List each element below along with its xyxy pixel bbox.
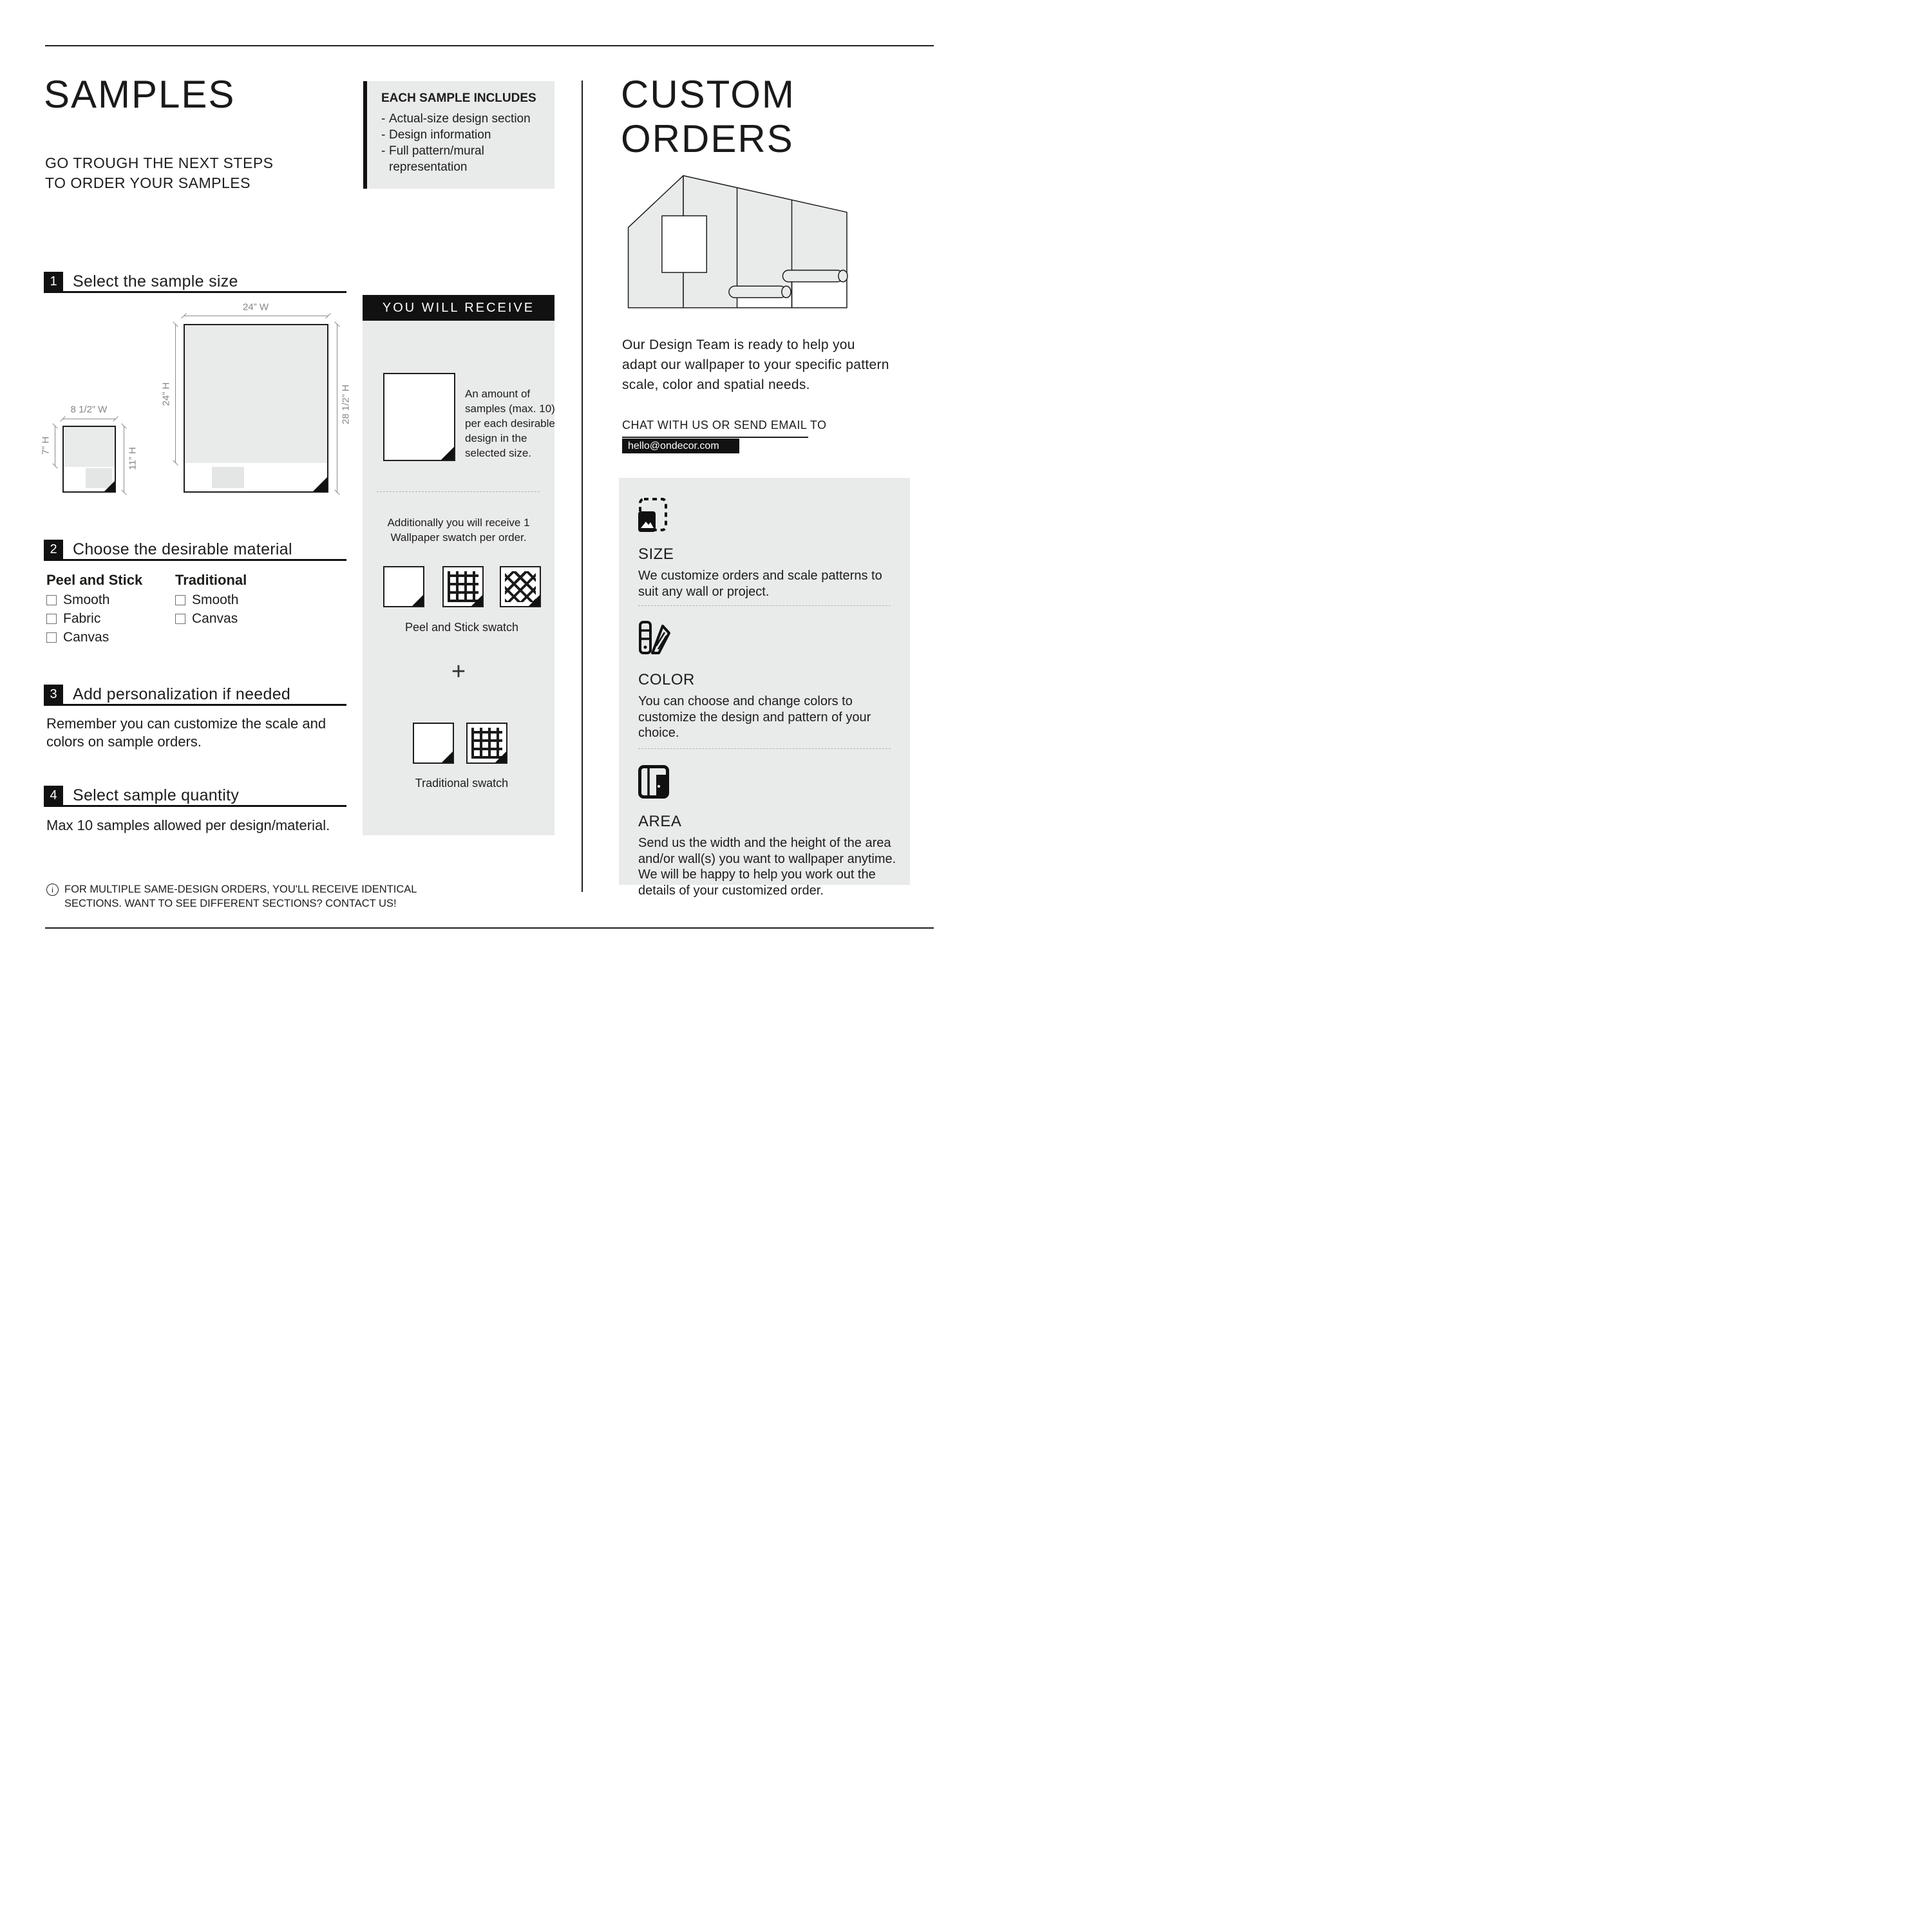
step-4-header <box>44 786 346 807</box>
corner-fold-icon <box>441 447 454 460</box>
material-option-peel-fabric[interactable] <box>46 611 100 627</box>
includes-title: EACH SAMPLE INCLUDES <box>381 91 536 105</box>
color-section-title: COLOR <box>638 671 695 688</box>
checkbox-icon[interactable] <box>175 614 185 624</box>
panel-divider <box>638 605 891 606</box>
size-section-body: We customize orders and scale patterns to suit any wall or project. <box>638 569 882 599</box>
checkbox-icon[interactable] <box>46 595 57 605</box>
chat-label: CHAT WITH US OR SEND EMAIL TO <box>622 419 827 431</box>
top-rule <box>45 45 934 46</box>
house-illustration <box>620 161 850 308</box>
large-sample-diagram <box>184 324 328 493</box>
flyer-page <box>0 0 966 966</box>
material-option-traditional-canvas[interactable] <box>175 611 238 627</box>
custom-orders-title: CUSTOM ORDERS <box>621 73 795 160</box>
additional-swatch-text: Additionally you will receive 1 Wallpaper swatch per order. <box>387 516 530 544</box>
info-icon: i <box>46 884 59 896</box>
traditional-swatch-label: Traditional swatch <box>415 777 509 790</box>
area-icon <box>638 765 669 799</box>
corner-fold-icon <box>104 481 115 491</box>
dim-label-large-width: 24” W <box>242 301 269 313</box>
dim-label-large-height-left: 24” H <box>160 382 172 406</box>
material-option-label: Smooth <box>192 592 239 607</box>
color-section-body: You can choose and change colors to customize the design and pattern of your choice. <box>638 694 871 740</box>
you-will-receive-header: YOU WILL RECEIVE <box>363 295 554 321</box>
small-sample-diagram <box>62 426 116 493</box>
swatch-grid-icon <box>442 566 484 607</box>
footnote-text: FOR MULTIPLE SAME-DESIGN ORDERS, YOU'LL RECEIVE IDENTICAL SECTIONS. WANT TO SEE DIFFERENT SECTIONS? CONTACT US! <box>64 884 417 909</box>
column-divider <box>582 80 583 892</box>
sample-sheet-icon <box>383 373 455 461</box>
material-column-peel-title: Peel and Stick <box>46 572 143 588</box>
size-icon <box>638 497 668 532</box>
dim-label-small-height-right: 11” H <box>127 447 138 470</box>
checkbox-icon[interactable] <box>175 595 185 605</box>
dim-label-large-height-right: 28 1/2” H <box>340 384 352 424</box>
corner-fold-icon <box>529 595 540 606</box>
bottom-rule <box>45 927 934 929</box>
step-1-header <box>44 272 346 293</box>
plus-sign: + <box>451 658 466 685</box>
corner-fold-icon <box>442 752 453 762</box>
swatch-grid-icon <box>466 723 507 764</box>
receive-divider <box>377 491 540 492</box>
step-3-title: Add personalization if needed <box>73 685 291 703</box>
step-3-number-badge: 3 <box>44 685 63 704</box>
material-option-label: Fabric <box>63 611 101 626</box>
checkbox-icon[interactable] <box>46 632 57 643</box>
material-option-label: Canvas <box>192 611 238 626</box>
step-1-number-badge: 1 <box>44 272 63 291</box>
step-1-title: Select the sample size <box>73 272 238 290</box>
step-2-header <box>44 540 346 561</box>
step-3-note: Remember you can customize the scale and colors on sample orders. <box>46 715 327 750</box>
material-column-traditional-title: Traditional <box>175 572 247 588</box>
swatch-plain-icon <box>383 566 424 607</box>
corner-fold-icon <box>471 595 482 606</box>
step-4-number-badge: 4 <box>44 786 63 805</box>
email-link[interactable]: hello@ondecor.com <box>622 439 739 453</box>
corner-fold-icon <box>412 595 423 606</box>
each-sample-includes-box <box>363 81 554 189</box>
step-4-title: Select sample quantity <box>73 786 240 804</box>
step-4-note: Max 10 samples allowed per design/material. <box>46 817 330 833</box>
size-section-title: SIZE <box>638 545 674 563</box>
footnote <box>46 882 433 911</box>
dim-line-large-height-left <box>175 324 176 463</box>
step-2-title: Choose the desirable material <box>73 540 292 558</box>
samples-amount-text: An amount of samples (max. 10) per each desirable design in the selected size. <box>465 388 555 459</box>
material-option-traditional-smooth[interactable] <box>175 592 238 608</box>
area-section-title: AREA <box>638 813 682 830</box>
large-sample-inner-section <box>212 467 244 488</box>
step-2-number-badge: 2 <box>44 540 63 559</box>
dim-label-small-height-left: 7” H <box>40 436 52 455</box>
corner-fold-icon <box>495 752 506 762</box>
step-3-header <box>44 685 346 706</box>
area-section-body: Send us the width and the height of the area and/or wall(s) you want to wallpaper anytime. We will be happy to help you work out the details of your customized order. <box>638 836 896 898</box>
large-sample-white-strip <box>185 463 327 491</box>
includes-item: - Full pattern/mural representation <box>381 143 545 175</box>
peel-swatch-label: Peel and Stick swatch <box>404 621 519 634</box>
email-underline <box>622 437 808 438</box>
material-option-peel-smooth[interactable] <box>46 592 109 608</box>
samples-intro: GO TROUGH THE NEXT STEPS TO ORDER YOUR SAMPLES <box>45 155 274 191</box>
material-option-peel-canvas[interactable] <box>46 630 109 645</box>
material-option-label: Canvas <box>63 630 109 645</box>
panel-divider <box>638 748 891 749</box>
swatch-plain-icon <box>413 723 454 764</box>
swatch-crosshatch-icon <box>500 566 541 607</box>
checkbox-icon[interactable] <box>46 614 57 624</box>
custom-intro: Our Design Team is ready to help you adapt our wallpaper to your specific pattern scale, color and spatial needs. <box>622 337 889 392</box>
samples-title: SAMPLES <box>44 73 236 116</box>
dim-label-small-width: 8 1/2” W <box>70 404 108 415</box>
includes-item: - Actual-size design section <box>381 111 545 127</box>
color-icon <box>638 620 670 655</box>
includes-item: - Design information <box>381 127 545 143</box>
material-option-label: Smooth <box>63 592 110 607</box>
corner-fold-icon <box>313 477 327 491</box>
